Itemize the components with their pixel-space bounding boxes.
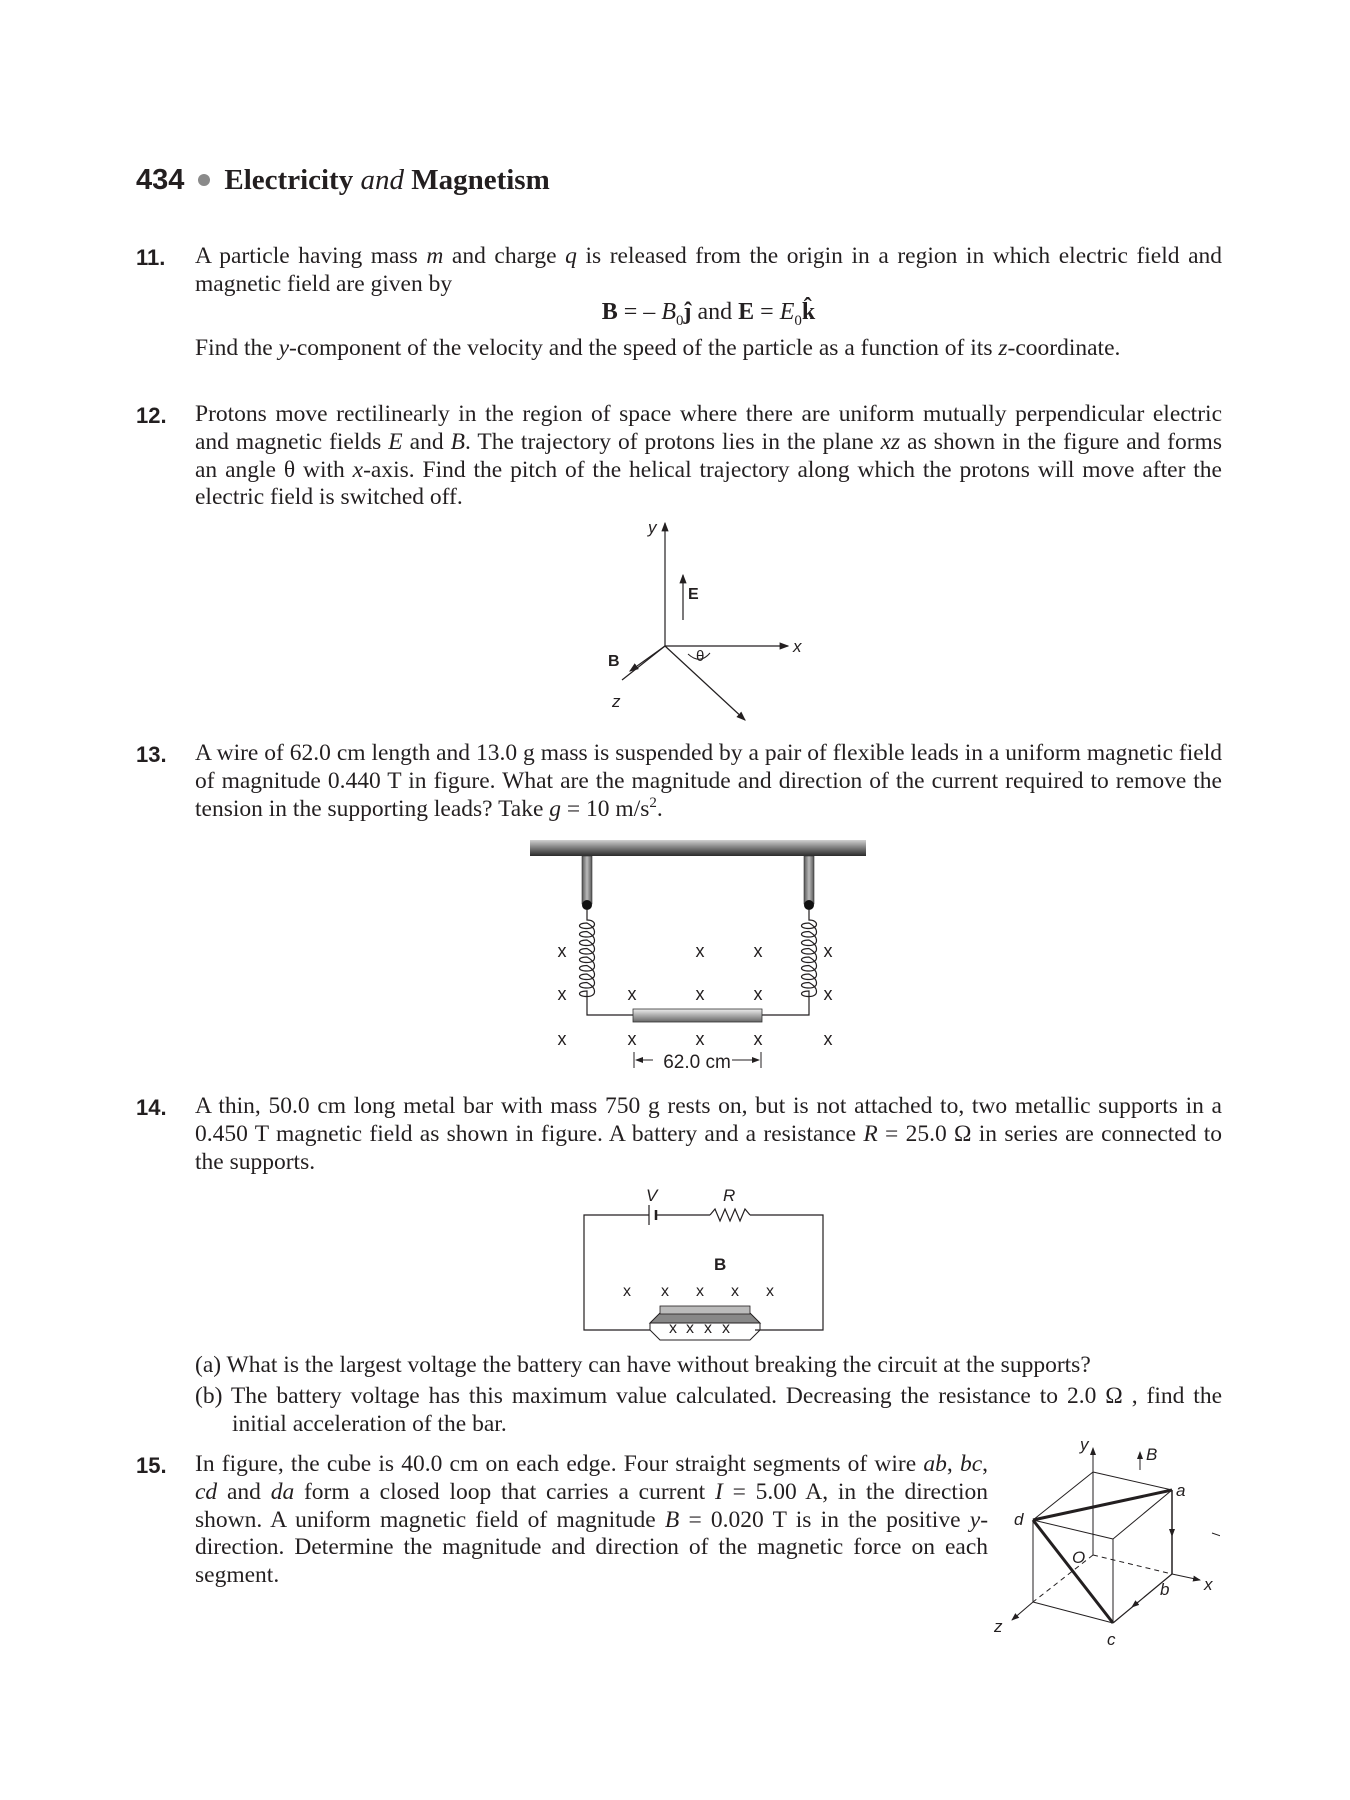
text-segment: -component of the velocity and the speed of the particle as a function of its	[289, 335, 999, 361]
z-label: z	[994, 1617, 1003, 1636]
vertex-c: c	[1107, 1630, 1116, 1649]
text-segment: A thin, 50.0 cm long metal bar with mass 750 g rests on, but is not attached to, two metallic supports in a 0.450 T magnetic field as shown in figure. A battery and a resistance	[195, 1093, 1222, 1147]
text-segment: is released from the origin in a region in which electric field and magnetic field are given by	[195, 243, 1223, 297]
field-x-mark: x	[695, 1029, 705, 1049]
wire-segment-da	[1033, 1490, 1172, 1520]
part-a	[195, 1352, 1222, 1380]
field-x-mark: x	[766, 1283, 774, 1300]
text-segment: m	[426, 243, 444, 269]
text-segment: B	[661, 299, 676, 325]
part-text: The battery voltage has this maximum value calculated. Decreasing the resistance to 2.0 Ω , find the initial acceleration of the bar.	[230, 1383, 1222, 1437]
text-segment: Protons move rectilinearly in the region of space where there are uniform mutually perpendicular electric and magnetic fields	[195, 401, 1222, 455]
field-x-mark: x	[695, 941, 705, 961]
text-segment: = 25.0 Ω in series are connected to the supports.	[195, 1120, 1222, 1175]
b-label: B	[714, 1255, 727, 1274]
field-x-mark: x	[753, 1029, 763, 1049]
question-number: 13.	[136, 742, 167, 767]
text-segment: = –	[617, 299, 662, 325]
question-11-text-2	[195, 335, 1222, 363]
r-label: R	[723, 1186, 736, 1205]
text-segment: = 10 m/s	[561, 795, 650, 822]
text-segment: . The trajectory of protons lies in the plane	[464, 428, 881, 455]
text-segment: B	[601, 299, 618, 325]
field-x-mark: x	[661, 1283, 669, 1300]
metal-bar	[660, 1306, 750, 1314]
field-x-mark: x	[823, 1029, 833, 1049]
text-segment: ab	[923, 1451, 947, 1477]
field-x-mark: x	[557, 1029, 567, 1049]
field-x-mark: x	[557, 941, 567, 961]
x-label: x	[793, 637, 802, 656]
field-x-mark: x	[823, 941, 833, 961]
text-segment: z	[998, 335, 1008, 361]
text-segment: da	[270, 1478, 295, 1505]
text-segment: E	[388, 428, 403, 455]
right-lead-rod	[804, 856, 814, 904]
vertex-b: b	[1160, 1580, 1170, 1599]
question-11-equation	[195, 299, 1222, 327]
field-into-page-marks	[558, 941, 833, 1049]
cube-figure	[990, 1430, 1220, 1660]
field-x-mark: x	[686, 1320, 694, 1337]
text-segment: -direction. Determine the magnitude and direction of the magnetic force on each segment.	[195, 1506, 989, 1589]
text-segment: Find the	[195, 335, 279, 361]
text-segment: as shown in the figure and forms an angle θ with	[195, 428, 1222, 483]
field-x-mark: x	[704, 1320, 712, 1337]
page-header	[136, 164, 550, 197]
bullet-icon	[198, 174, 210, 186]
question-number: 12.	[136, 403, 167, 428]
text-segment: .	[656, 795, 663, 822]
b-field-arrow	[630, 646, 665, 671]
vertex-a: a	[1176, 1481, 1186, 1500]
y-label: y	[648, 518, 657, 537]
length-dimension-label: 62.0 cm	[663, 1052, 731, 1073]
text-segment: I	[715, 1478, 723, 1505]
text-segment: E	[738, 299, 755, 325]
text-segment: 0	[675, 312, 684, 329]
text-segment: xz	[880, 428, 901, 455]
text-segment: A wire of 62.0 cm length and 13.0 g mass is suspended by a pair of flexible leads in a uniform magnetic field of magnitude 0.440 T in figure. What are the magnitude and direction of the current required to remove the tension in the supporting leads? Take	[195, 740, 1222, 822]
e-label: E	[688, 586, 699, 603]
y-label: y	[1080, 1435, 1089, 1454]
theta-label: θ	[696, 648, 705, 665]
v-label: V	[646, 1186, 658, 1205]
field-x-mark: x	[627, 1029, 637, 1049]
text-segment: k̂	[801, 299, 816, 325]
text-segment: and	[691, 299, 739, 325]
question-15-text	[195, 1451, 988, 1590]
text-segment: R	[863, 1120, 878, 1147]
text-segment: and	[217, 1478, 271, 1505]
field-x-mark: x	[753, 941, 763, 961]
text-segment: y	[278, 335, 289, 361]
text-segment: cd	[195, 1478, 218, 1505]
origin-label: O	[1072, 1548, 1086, 1567]
field-x-mark: x	[627, 984, 637, 1004]
text-segment: 0	[794, 312, 802, 329]
question-number: 11.	[136, 245, 166, 270]
chapter-title-1: Electricity	[224, 164, 354, 196]
text-segment: q	[565, 243, 577, 269]
question-11-text	[195, 243, 1222, 299]
field-x-mark: x	[623, 1283, 631, 1300]
b-label: B	[1146, 1445, 1158, 1464]
field-x-mark: x	[696, 1283, 704, 1300]
field-x-mark: x	[731, 1283, 739, 1300]
part-text: What is the largest voltage the battery can have without breaking the circuit at the supports?	[226, 1352, 1091, 1378]
vertex-d: d	[1014, 1510, 1024, 1529]
field-x-mark: x	[695, 984, 705, 1004]
text-segment: In figure, the cube is 40.0 cm on each edge. Four straight segments of wire	[195, 1451, 924, 1477]
left-lead-rod	[582, 856, 592, 904]
text-segment: A particle having mass	[195, 243, 427, 269]
wire-segment-cd	[1033, 1520, 1113, 1623]
z-label: z	[612, 692, 621, 711]
question-13-text	[195, 740, 1222, 823]
chapter-title-3: Magnetism	[411, 164, 550, 196]
chapter-title-2: and	[360, 164, 404, 196]
question-12-text	[195, 401, 1222, 512]
question-14-text	[195, 1093, 1222, 1176]
spring-icon	[802, 910, 817, 998]
text-segment: and	[402, 428, 451, 455]
text-segment: form a closed loop that carries a current	[294, 1478, 715, 1505]
text-segment: =	[754, 299, 780, 325]
question-number: 15.	[136, 1453, 167, 1478]
suspended-wire-figure	[500, 820, 900, 1090]
axes-figure	[560, 515, 820, 725]
x-label: x	[1204, 1575, 1213, 1594]
text-segment: ,	[946, 1451, 960, 1477]
b-label: B	[608, 653, 620, 670]
text-segment: ĵ	[683, 299, 692, 325]
text-segment: g	[549, 795, 562, 822]
text-segment: B	[450, 428, 465, 455]
field-x-mark: x	[823, 984, 833, 1004]
field-x-mark: x	[753, 984, 763, 1004]
spring-icon	[580, 910, 595, 998]
field-x-mark: x	[669, 1320, 677, 1337]
text-segment: -coordinate.	[1007, 335, 1121, 361]
text-segment: ,	[982, 1451, 989, 1477]
text-segment: 2	[649, 794, 657, 811]
ceiling-support	[530, 840, 866, 856]
text-segment: B	[664, 1506, 680, 1533]
question-number: 14.	[136, 1095, 167, 1120]
text-segment: = 0.020 T is in the positive	[679, 1506, 970, 1533]
page-number: 434	[136, 164, 185, 196]
text-segment: x	[352, 456, 364, 483]
bar-circuit-figure	[570, 1175, 840, 1350]
text-segment: = 5.00 A, in the direction shown. A uniform magnetic field of magnitude	[195, 1478, 988, 1533]
wire-bar	[633, 1009, 762, 1022]
field-x-mark: x	[722, 1320, 730, 1337]
text-segment: y	[969, 1506, 981, 1533]
text-segment: E	[779, 299, 795, 325]
text-segment: and charge	[443, 243, 566, 269]
field-x-mark: x	[557, 984, 567, 1004]
part-label: (b)	[195, 1383, 223, 1409]
text-segment: -axis. Find the pitch of the helical trajectory along which the protons will move after the electric field is switched off.	[195, 456, 1222, 511]
text-segment: bc	[959, 1451, 983, 1477]
part-label: (a)	[195, 1352, 222, 1378]
resistor-icon	[710, 1209, 750, 1221]
